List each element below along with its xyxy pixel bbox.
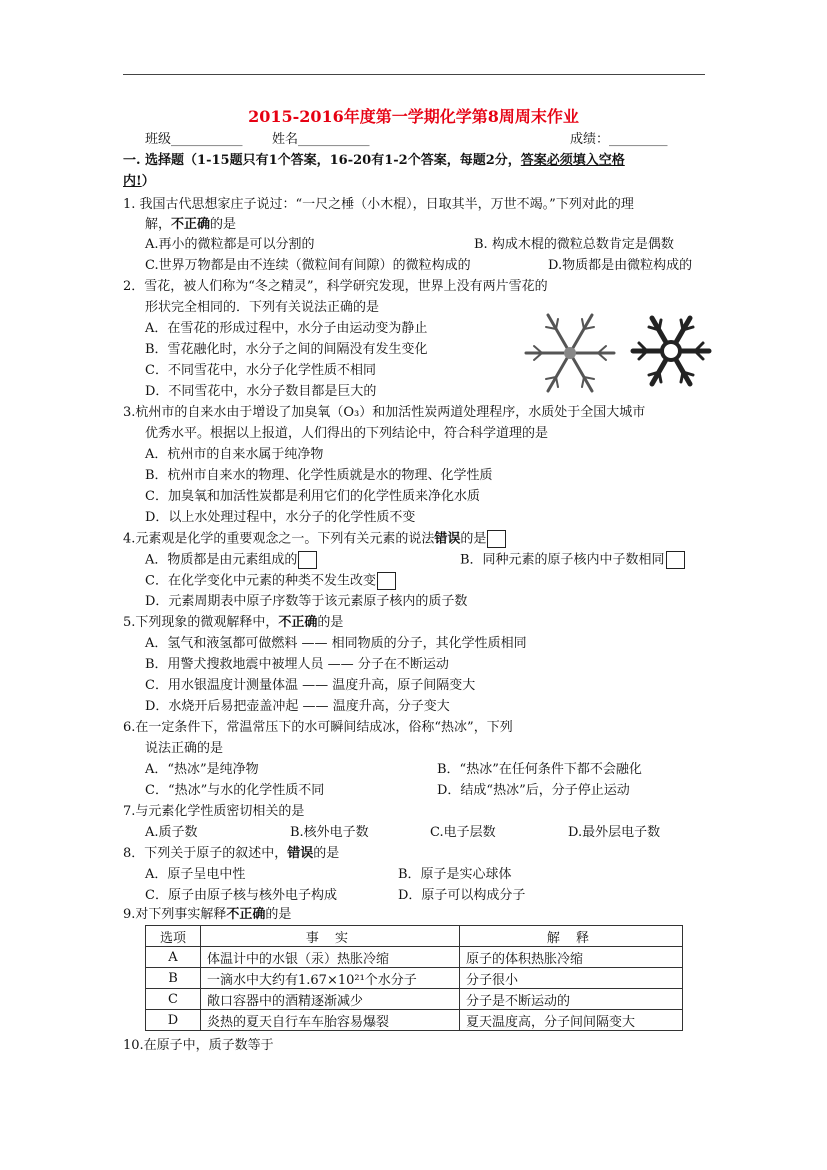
table-cell: D [146, 1010, 201, 1031]
table-cell: 敞口容器中的酒精逐渐减少 [201, 989, 460, 1010]
q1-option-a: A.再小的微粒都是可以分割的 [145, 237, 315, 252]
q6-option-a: A．“热冰”是纯净物 [145, 762, 259, 777]
q3-option-c: C．加臭氧和加活性炭都是利用它们的化学性质来净化水质 [145, 489, 480, 504]
header-rule [123, 74, 705, 75]
table-cell: 分子是不断运动的 [460, 989, 683, 1010]
q9-table [145, 925, 683, 1031]
name-field[interactable]: 姓名___________ [272, 132, 370, 147]
q4-option-b: B．同种元素的原子核内中子数相同 [460, 551, 685, 570]
q5-stem: 5.下列现象的微观解释中，不正确的是 [123, 615, 344, 630]
q1-stem-cont: 解，不正确的是 [145, 217, 237, 232]
q2-stem-cont: 形状完全相同的．下列有关说法正确的是 [145, 300, 380, 315]
q3-option-b: B．杭州市自来水的物理、化学性质就是水的物理、化学性质 [145, 468, 493, 483]
table-cell: C [146, 989, 201, 1010]
q7-option-d: D.最外层电子数 [568, 825, 661, 840]
q2-option-a: A．在雪花的形成过程中，水分子由运动变为静止 [145, 321, 428, 336]
q6-stem-cont: 说法正确的是 [145, 741, 224, 756]
section-1-title-cont: 内!） [123, 174, 155, 189]
table-cell: 原子的体积热胀冷缩 [460, 947, 683, 968]
q2-option-c: C．不同雪花中，水分子化学性质不相同 [145, 363, 376, 378]
q9-stem: 9.对下列事实解释不正确的是 [123, 907, 292, 922]
q8-option-d: D．原子可以构成分子 [398, 888, 526, 903]
table-header-cell: 事 实 [201, 926, 460, 947]
q7-option-c: C.电子层数 [430, 825, 496, 840]
q6-option-b: B．“热冰”在任何条件下都不会融化 [437, 762, 642, 777]
score-field[interactable]: 成绩：_________ [570, 132, 668, 147]
table-cell: 分子很小 [460, 968, 683, 989]
q6-stem: 6.在一定条件下，常温常压下的水可瞬间结成冰，俗称“热冰”，下列 [123, 720, 513, 735]
q4-option-c: C．在化学变化中元素的种类不发生改变 [145, 572, 396, 591]
q4-option-d: D．元素周期表中原子序数等于该元素原子核内的质子数 [145, 594, 468, 609]
q3-option-d: D．以上水处理过程中，水分子的化学性质不变 [145, 510, 416, 525]
q8-stem: 8．下列关于原子的叙述中，错误的是 [123, 846, 340, 861]
q3-stem: 3.杭州市的自来水由于增设了加臭氧（O₃）和加活性炭两道处理程序，水质处于全国大城市 [123, 405, 646, 420]
q7-stem: 7.与元素化学性质密切相关的是 [123, 804, 305, 819]
table-row [146, 989, 683, 1010]
table-row [146, 947, 683, 968]
q10-stem: 10.在原子中，质子数等于 [123, 1038, 274, 1053]
table-header-cell: 解 释 [460, 926, 683, 947]
table-cell: A [146, 947, 201, 968]
q8-option-c: C．原子由原子核与核外电子构成 [145, 888, 337, 903]
q1-option-d: D.物质都是由微粒构成的 [548, 258, 693, 273]
answer-box[interactable] [666, 551, 685, 569]
table-cell: 一滴水中大约有1.67×10²¹个水分子 [201, 968, 460, 989]
table-header-cell: 选项 [146, 926, 201, 947]
table-row [146, 968, 683, 989]
q5-option-d: D．水烧开后易把壶盖冲起 —— 温度升高，分子变大 [145, 699, 450, 714]
q1-option-b: B. 构成木棍的微粒总数肯定是偶数 [474, 237, 674, 252]
answer-box[interactable] [298, 551, 317, 569]
q3-option-a: A．杭州市的自来水属于纯净物 [145, 447, 324, 462]
q2-stem: 2．雪花，被人们称为“冬之精灵”，科学研究发现，世界上没有两片雪花的 [123, 279, 548, 294]
table-header-row [146, 926, 683, 947]
q2-option-d: D．不同雪花中，水分子数目都是巨大的 [145, 384, 377, 399]
q4-stem: 4.元素观是化学的重要观念之一。下列有关元素的说法错误的是 [123, 530, 506, 549]
q5-option-a: A．氢气和液氢都可做燃料 —— 相同物质的分子，其化学性质相同 [145, 636, 527, 651]
table-row [146, 1010, 683, 1031]
snowflake-image-2 [628, 308, 714, 394]
section-1-emphasis: 答案必须填入空格 [520, 153, 625, 168]
q2-option-b: B．雪花融化时，水分子之间的间隔没有发生变化 [145, 342, 428, 357]
table-cell: B [146, 968, 201, 989]
table-cell: 体温计中的水银（汞）热胀冷缩 [201, 947, 460, 968]
q7-option-a: A.质子数 [145, 825, 198, 840]
class-field[interactable]: 班级___________ [145, 132, 243, 147]
q7-option-b: B.核外电子数 [290, 825, 369, 840]
q5-option-c: C．用水银温度计测量体温 —— 温度升高，原子间隔变大 [145, 678, 476, 693]
q4-option-a: A．物质都是由元素组成的 [145, 551, 317, 570]
answer-box[interactable] [487, 530, 506, 548]
q3-stem-cont: 优秀水平。根据以上报道，人们得出的下列结论中，符合科学道理的是 [145, 426, 549, 441]
table-cell: 夏天温度高，分子间间隔变大 [460, 1010, 683, 1031]
q8-option-a: A．原子呈电中性 [145, 867, 246, 882]
q8-option-b: B．原子是实心球体 [398, 867, 512, 882]
answer-box[interactable] [377, 572, 396, 590]
section-1-title: 一. 选择题（1-15题只有1个答案，16-20有1-2个答案，每题2分，答案必须填入空格 [123, 153, 625, 168]
page-title: 2015-2016年度第一学期化学第8周周末作业 [248, 107, 579, 126]
table-cell: 炎热的夏天自行车车胎容易爆裂 [201, 1010, 460, 1031]
q6-option-c: C．“热冰”与水的化学性质不同 [145, 783, 325, 798]
q5-option-b: B．用警犬搜救地震中被埋人员 —— 分子在不断运动 [145, 657, 449, 672]
q1-stem: 1. 我国古代思想家庄子说过：“一尺之棰（小木棍），日取其半，万世不竭。”下列对此的理 [123, 197, 634, 212]
q1-option-c: C.世界万物都是由不连续（微粒间有间隙）的微粒构成的 [145, 258, 471, 273]
q6-option-d: D．结成“热冰”后，分子停止运动 [437, 783, 630, 798]
snowflake-image-1 [520, 308, 620, 398]
